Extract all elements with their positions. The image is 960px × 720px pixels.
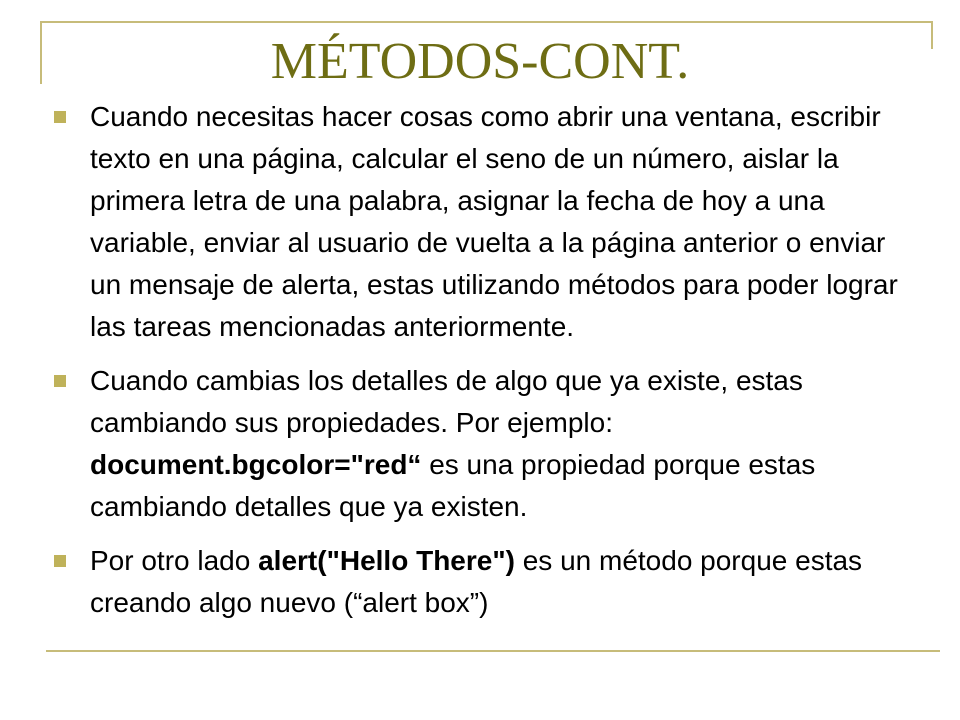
bullet-text-before: Por otro lado [90, 545, 259, 576]
square-bullet-icon [54, 111, 66, 123]
square-bullet-icon [54, 555, 66, 567]
bullet-text-after: es una propiedad porque estas cambiando detalles que ya existen. [90, 449, 816, 522]
bullet-text-after: es un método porque estas creando algo nuevo (“alert box”) [90, 545, 863, 618]
bullet-item-3 [50, 540, 910, 624]
bullet-text: Cuando necesitas hacer cosas como abrir una ventana, escribir texto en una página, calcular el seno de un número, aislar la primera letra de una palabra, asignar la fecha de hoy a una variable, enviar al usuario de vuelta a la página anterior o enviar un mensaje de alerta, estas utilizando métodos para poder lograr las tareas mencionadas anteriormente. [90, 101, 898, 342]
bullet-item-2 [50, 360, 910, 528]
code-snippet: alert("Hello There") [258, 545, 515, 576]
slide-title: MÉTODOS-CONT. [270, 33, 690, 90]
bullet-list [50, 96, 910, 636]
bullet-text-before: Cuando cambias los detalles de algo que ya existe, estas cambiando sus propiedades. Por ejemplo: [90, 365, 803, 438]
bottom-rule [46, 650, 940, 652]
top-rule [40, 21, 933, 23]
code-snippet: document.bgcolor="red“ [90, 449, 422, 480]
square-bullet-icon [54, 375, 66, 387]
bullet-item-1 [50, 96, 910, 348]
